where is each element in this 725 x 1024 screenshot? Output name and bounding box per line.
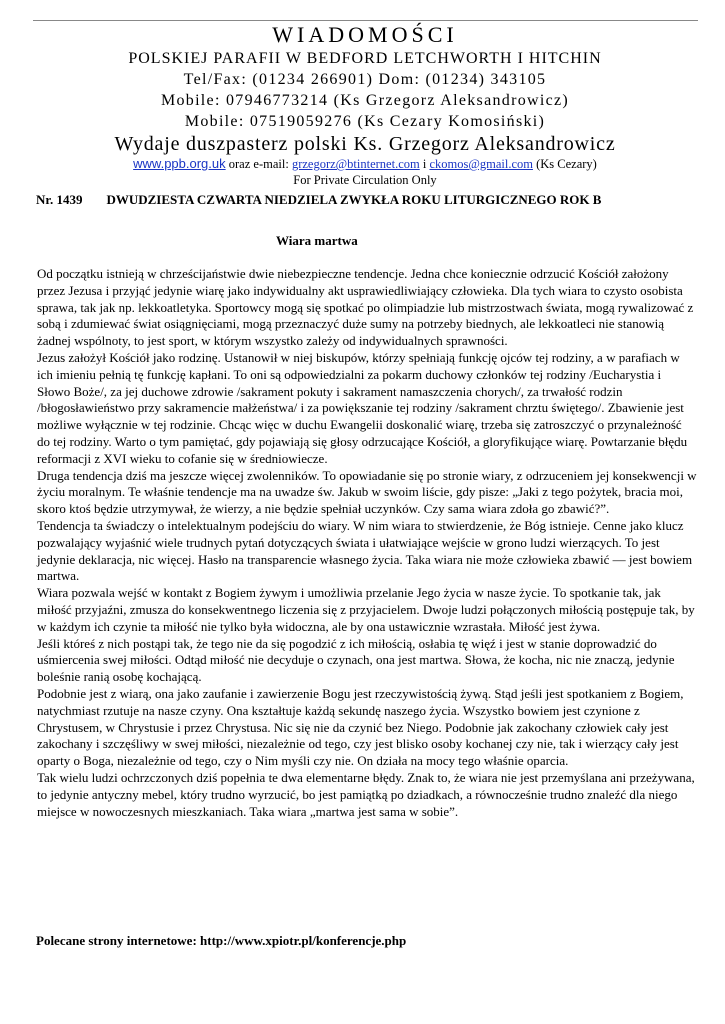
newsletter-title: WIADOMOŚCI	[272, 22, 458, 47]
liturgical-sunday: DWUDZIESTA CZWARTA NIEDZIELA ZWYKŁA ROKU LITURGICZNEGO ROK B	[106, 192, 602, 207]
email-separator: i	[419, 157, 430, 171]
email-link-2[interactable]: ckomos@gmail.com	[429, 157, 533, 171]
paragraph: Podobnie jest z wiarą, ona jako zaufanie i zawierzenie Bogu jest rzeczywistością żywą. Stąd jeśli jest spotkaniem z Bogiem, natychmiast rzutuje na nasze czyny. Ona kształtuje każdą sekundę naszego życia. Wszystko bowiem jest czynione z Chrystusem, w Chrystusie i przez Chrystusa. Nic się nie da czynić bez Niego. Podobnie jak zakochany człowiek cały jest zakochany i szczęśliwy w swej miłości, niezależnie od tego, czy jest blisko osoby kochanej czy nie, tak i wierzący cały jest oparty o Boga, niezależnie od tego, czy o Nim myśli czy nie. On działa na mocy tego właśnie oparcia.	[37, 685, 684, 769]
mobile-line-2: Mobile: 07519059276 (Ks Cezary Komosiński)	[184, 113, 546, 130]
website-link[interactable]: www.ppb.org.uk	[133, 156, 226, 171]
paragraph: Wiara pozwala wejść w kontakt z Bogiem żywym i umożliwia przelanie Jego życia w nasze życie. To spotkanie tak, jak miłość przyjaźni, zmusza do konsekwentnego liczenia się z przyjacielem. Dwoje ludzi połączonych miłością postępuje tak, by w każdym ich czynie ta miłość nie tylko była widoczna, ale by ona ustawicznie wzrastała. Miłość jest żywa.	[37, 585, 695, 634]
issue-number: Nr. 1439	[36, 192, 83, 207]
paragraph: Jezus założył Kościół jako rodzinę. Ustanowił w niej biskupów, którzy spełniają funkcję ojców tej rodziny, a w parafiach w ich imieniu pełnią tę funkcję kapłani. To oni są odpowiedzialni za pokarm duchowy członków tej rodziny /Eucharystia i Słowo Boże/, za jej duchowe zdrowie /sakrament pokuty i sakrament namaszczenia chorych/, za trwałość rodzin /błogosławieństwo przy sakramencie małżeństwa/ i za powiększanie tej rodziny /sakrament chrztu świętego/. Zbawienie jest możliwe wyłącznie w tej rodzinie. Chcąc więc w duchu Ewangelii doskonalić wiarę, trzeba się zatroszczyć o przynależność do tej rodziny. Warto o tym pamiętać, gdy pojawiają się głosy odrzucające Kościół, a gloryfikujące wiarę. Powtarzanie błędu reformacji z XVI wieku to cofanie się w średniowiecze.	[37, 349, 688, 466]
issue-line	[36, 192, 601, 208]
paragraph: Druga tendencja dziś ma jeszcze więcej zwolenników. To opowiadanie się po stronie wiary, z odrzuceniem jej konsekwencji w życiu moralnym. Te właśnie tendencje ma na uwadze św. Jakub w swoim liście, gdy pisze: „Jaki z tego pożytek, bracia moi, skoro ktoś będzie utrzymywał, że wierzy, a nie będzie spełniał uczynków. Czy sama wiara zdoła go zbawić?”.	[37, 467, 697, 517]
email-note: (Ks Cezary)	[532, 157, 597, 171]
paragraph: Tendencja ta świadczy o intelektualnym podejściu do wiary. W nim wiara to stwierdzenie, że Bóg istnieje. Cenne jako klucz pozwalający wyjaśnić wiele trudnych pytań dotyczących świata i ułatwiające wejście w grono ludzi wierzących. To jest jedynie deklaracja, nic więcej. Hasło na transparencie własnego życia. Taka wiara nie może człowieka zbawić — jest bowiem martwa.	[37, 517, 693, 584]
newsletter-header	[20, 22, 710, 188]
contact-line	[20, 156, 710, 172]
parish-name: POLSKIEJ PARAFII W BEDFORD LETCHWORTH I HITCHIN	[128, 50, 602, 67]
publisher-line: Wydaje duszpasterz polski Ks. Grzegorz Aleksandrowicz	[114, 133, 616, 155]
paragraph: Tak wielu ludzi ochrzczonych dziś popełnia te dwa elementarne błędy. Znak to, że wiara nie jest przemyślana ani przeżywana, to jedynie antyczny mebel, który trudno wyrzucić, bo jest pamiątką po dziadkach, a równocześnie trudno znaleźć dla niego miejsce w nowoczesnych mieszkaniach. Taka wiara „martwa jest sama w sobie”.	[37, 769, 695, 819]
email-prefix: oraz e-mail:	[225, 157, 292, 171]
article-body	[37, 266, 697, 820]
email-link-1[interactable]: grzegorz@btinternet.com	[291, 157, 420, 171]
private-circulation-note: For Private Circulation Only	[293, 173, 437, 187]
article-title: Wiara martwa	[276, 233, 358, 248]
recommended-sites: Polecane strony internetowe: http://www.xpiotr.pl/konferencje.php	[36, 933, 407, 948]
top-rule	[33, 20, 698, 21]
paragraph: Jeśli któreś z nich postąpi tak, że tego nie da się pogodzić z ich miłością, osłabia tę więź i jest w stanie doprowadzić do uśmiercenia swej miłości. Odtąd miłość nie decyduje o czynach, ona jest martwa. Słowa, że kocha, nic nie znaczą, jedynie boleśnie ranią osobę kochającą.	[37, 635, 675, 685]
mobile-line-1: Mobile: 07946773214 (Ks Grzegorz Aleksandrowicz)	[160, 92, 570, 109]
phone-line: Tel/Fax: (01234 266901) Dom: (01234) 343105	[183, 71, 547, 88]
paragraph: Od początku istnieją w chrześcijaństwie dwie niebezpieczne tendencje. Jedna chce koniecznie odrzucić Kościół założony przez Jezusa i przyjąć jedynie wiarę jako indywidualny akt usprawiedliwiający człowieka. Dla tych wiara to czysto osobista sprawa, tak jak np. lekkoatletyka. Sportowcy mogą się spotkać po olimpiadzie lub mistrzostwach świata, mogą rywalizować z sobą i zdumiewać świat osiągnięciami, mogą przeznaczyć duże sumy na potrzeby biednych, ale lekkoatleci nie stanowią żadnej wspólnoty, to jest sport, w którym wszystko zależy od indywidualnych sprawności.	[37, 266, 694, 349]
